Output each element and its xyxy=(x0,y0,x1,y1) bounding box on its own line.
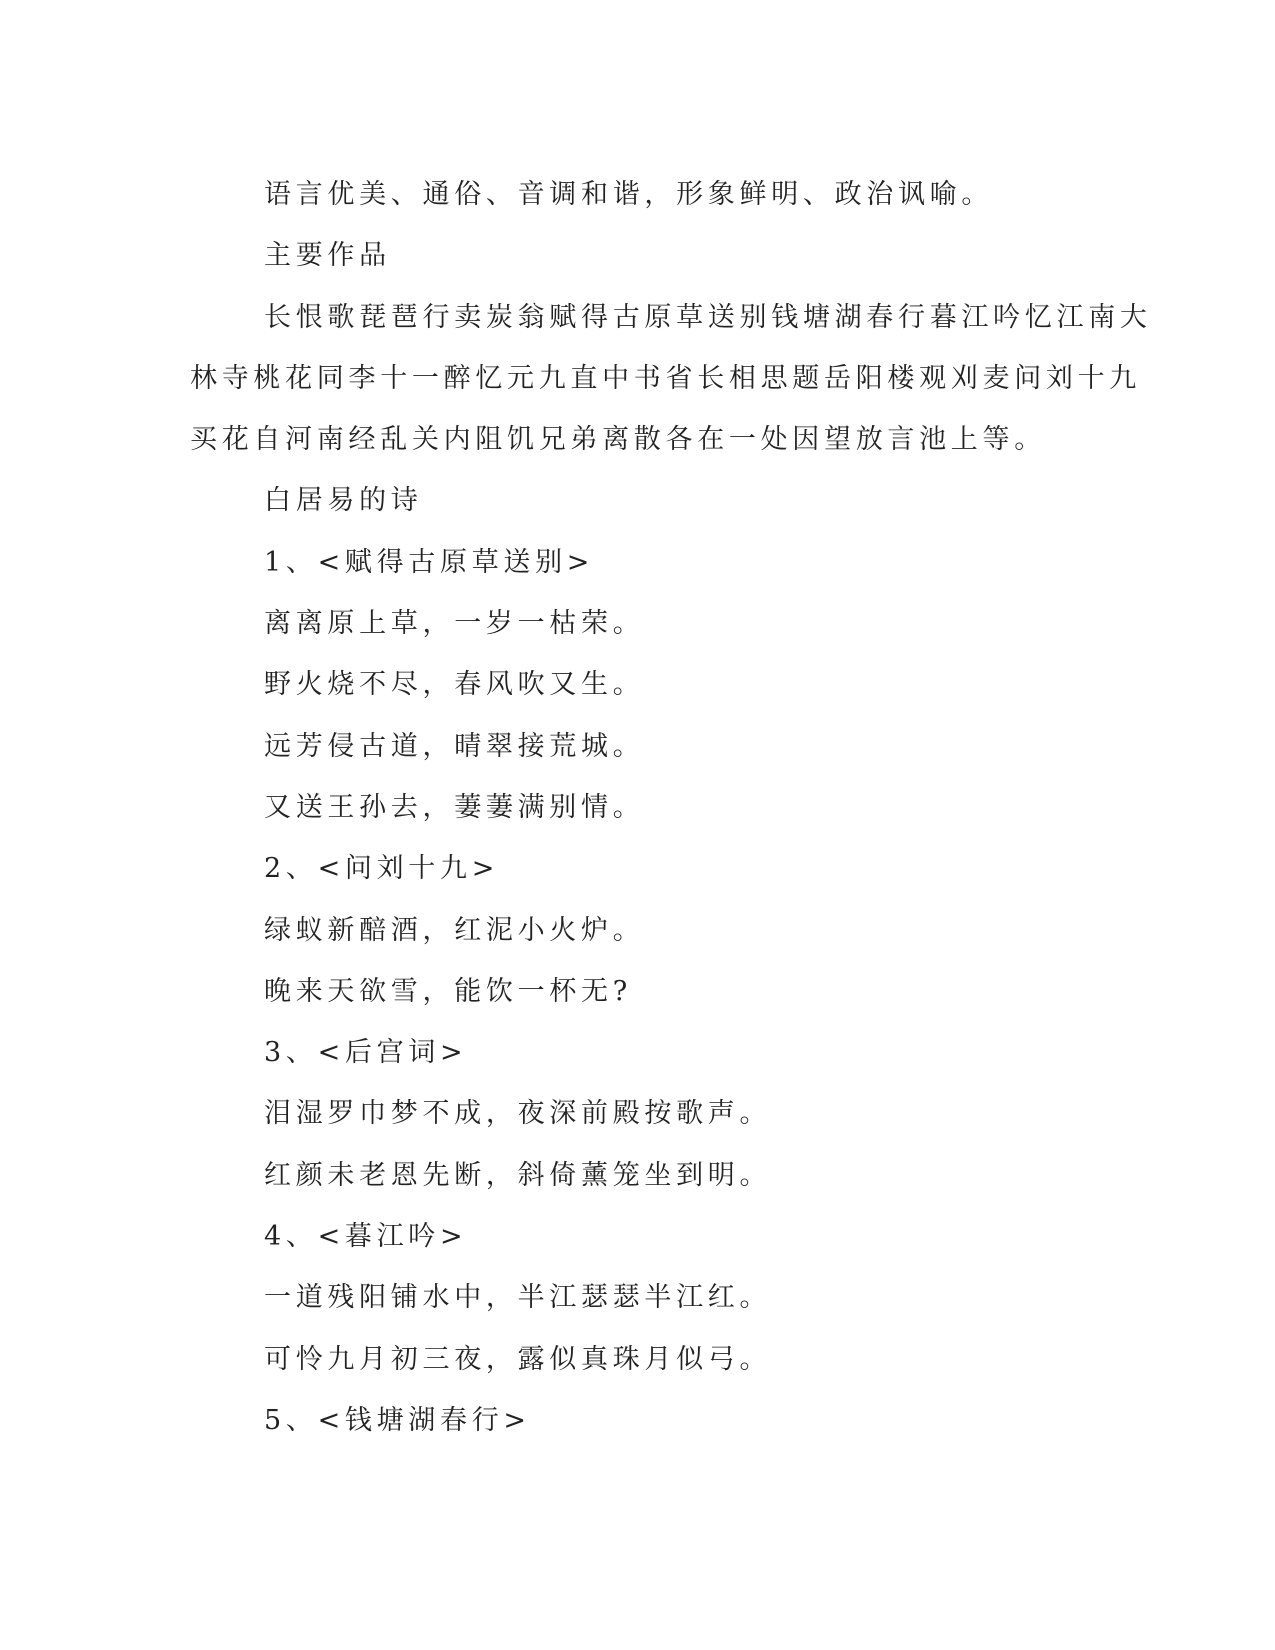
poem-4 xyxy=(190,1206,1085,1390)
poem-heading: 2、<问刘十九> xyxy=(264,853,500,885)
works-list-line: 买花自河南经乱关内阻饥兄弟离散各在一处因望放言池上等。 xyxy=(190,424,1046,456)
poem-5 xyxy=(190,1390,1085,1451)
poem-1 xyxy=(190,532,1085,838)
poem-line: 野火烧不尽，春风吹又生。 xyxy=(264,669,645,701)
poem-heading: 4、<暮江吟> xyxy=(264,1221,468,1253)
poem-line: 晚来天欲雪，能饮一杯无? xyxy=(264,975,632,1007)
document-body xyxy=(190,164,1152,1451)
paragraph-main-works-heading: 主要作品 xyxy=(264,240,391,272)
poem-heading: 5、<钱塘湖春行> xyxy=(264,1404,531,1436)
poem-line: 一道残阳铺水中，半江瑟瑟半江红。 xyxy=(264,1282,772,1314)
poem-line: 泪湿罗巾梦不成，夜深前殿按歌声。 xyxy=(264,1098,772,1130)
poem-line: 远芳侵古道，晴翠接荒城。 xyxy=(264,730,645,762)
poem-2 xyxy=(190,838,1085,1022)
poem-line: 又送王孙去，萋萋满别情。 xyxy=(264,791,645,823)
poem-line: 绿蚁新醅酒，红泥小火炉。 xyxy=(264,914,645,946)
poem-heading: 1、<赋得古原草送别> xyxy=(264,546,595,578)
poem-3 xyxy=(190,1022,1085,1206)
poem-line: 红颜未老恩先断，斜倚薰笼坐到明。 xyxy=(264,1159,772,1191)
works-list-line: 林寺桃花同李十一醉忆元九直中书省长相思题岳阳楼观刈麦问刘十九 xyxy=(190,362,1141,394)
paragraph-works-list xyxy=(190,287,1152,471)
poem-line: 可怜九月初三夜，露似真珠月似弓。 xyxy=(264,1343,772,1375)
poem-line: 离离原上草，一岁一枯荣。 xyxy=(264,608,645,640)
works-list-line: 长恨歌琵琶行卖炭翁赋得古原草送别钱塘湖春行暮江吟忆江南大 xyxy=(264,301,1152,333)
section-title: 白居易的诗 xyxy=(264,485,423,517)
paragraph-style-summary: 语言优美、通俗、音调和谐，形象鲜明、政治讽喻。 xyxy=(264,179,994,210)
poem-heading: 3、<后宫词> xyxy=(264,1037,468,1069)
